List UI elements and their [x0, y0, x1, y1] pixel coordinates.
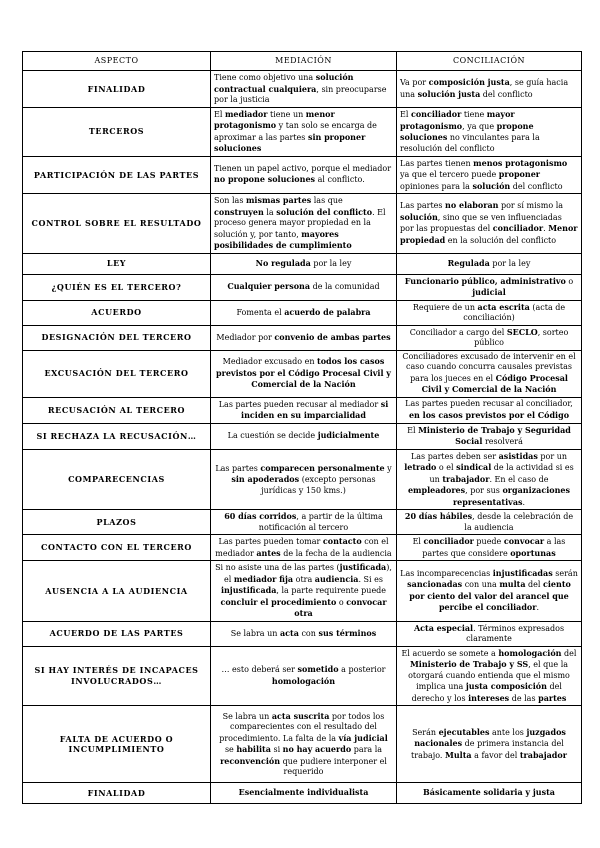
bold-text: Ministerio de Trabajo y Seguridad Social	[418, 424, 571, 446]
mediacion-cell	[211, 621, 397, 646]
cell-text: . En el caso de	[489, 474, 549, 484]
cell-text: Va por	[400, 78, 429, 88]
mediacion-cell	[211, 325, 397, 350]
cell-text: . Términos expresados claramente	[466, 623, 565, 643]
cell-text: Mediador por	[216, 332, 275, 342]
table-row	[23, 646, 582, 706]
mediacion-cell	[211, 535, 397, 561]
bold-text: No regulada	[255, 257, 311, 268]
bold-text: letrado	[404, 462, 437, 472]
cell-text: del conflicto	[510, 181, 563, 191]
conciliacion-cell	[397, 621, 582, 646]
bold-text: intereses	[468, 692, 510, 703]
aspect-cell: CONTACTO CON EL TERCERO	[23, 535, 211, 561]
cell-text: se	[224, 745, 237, 754]
cell-text: , sin preocuparse por la justicia	[214, 84, 387, 104]
bold-text: judicial	[472, 287, 506, 297]
cell-text: Si no asiste una de las partes (	[215, 563, 340, 572]
cell-text: Las incomparecencias	[400, 568, 493, 578]
cell-text: al conflicto.	[315, 175, 365, 185]
cell-text: por un	[537, 451, 568, 461]
table-row	[23, 107, 582, 156]
cell-text: Las partes pueden tomar	[218, 537, 323, 546]
cell-text: tiene un	[267, 109, 306, 119]
bold-text: ciento por ciento del valor del arancel que percibe el conciliador	[409, 579, 571, 613]
aspect-cell: PLAZOS	[23, 510, 211, 535]
bold-text: asistidas	[498, 450, 538, 461]
bold-text: Funcionario público, administrativo	[404, 275, 566, 286]
cell-text: Las partes	[400, 201, 446, 211]
cell-text: no vinculantes para la resolución del conflicto	[400, 133, 540, 153]
bold-text: acta escrita	[477, 301, 530, 312]
comparison-table	[22, 51, 582, 804]
bold-text: solución	[472, 180, 511, 191]
aspect-cell: EXCUSACIÓN DEL TERCERO	[23, 350, 211, 397]
bold-text: contacto	[322, 536, 362, 546]
mediacion-cell	[211, 274, 397, 300]
cell-text: , desde la celebración de la audiencia	[464, 512, 574, 532]
cell-text: con	[298, 628, 319, 638]
bold-text: Cualquier persona	[227, 281, 311, 292]
cell-text: puede	[473, 537, 504, 546]
cell-text: ya que el tercero puede	[400, 170, 499, 179]
mediacion-cell	[211, 646, 397, 706]
aspect-cell: TERCEROS	[23, 107, 211, 156]
cell-text: La cuestión se decide	[227, 431, 318, 441]
cell-text: , a partir de la última notificación al tercero	[258, 512, 383, 532]
mediacion-cell	[211, 71, 397, 108]
bold-text: acta	[279, 627, 299, 638]
bold-text: mismas partes	[245, 195, 312, 205]
cell-text: ante los	[489, 727, 527, 737]
cell-text: a las partes que considere	[422, 537, 566, 558]
table-row	[23, 535, 582, 561]
table-row	[23, 561, 582, 622]
mediacion-cell	[211, 783, 397, 804]
bold-text: audiencia	[314, 573, 359, 584]
table-row	[23, 783, 582, 804]
mediacion-cell	[211, 397, 397, 423]
bold-text: injustificada	[220, 585, 277, 595]
cell-text: otra	[293, 574, 315, 584]
aspect-cell: DESIGNACIÓN DEL TERCERO	[23, 325, 211, 350]
conciliacion-cell	[397, 535, 582, 561]
bold-text: convenio de ambas partes	[274, 331, 391, 342]
cell-text: Conciliadores excusado de intervenir en el caso cuando concurra causales previstas para los jueces en el	[402, 351, 576, 383]
bold-text: justificada	[339, 562, 387, 572]
cell-text: Las partes tienen	[400, 158, 474, 168]
cell-text: por sí mismo la	[498, 201, 564, 211]
cell-text: Serán	[412, 727, 439, 737]
header-aspecto: ASPECTO	[23, 52, 211, 71]
aspect-cell: PARTICIPACIÓN DE LAS PARTES	[23, 156, 211, 194]
cell-text: a favor del	[471, 750, 520, 760]
bold-text: mayor protagonismo	[400, 109, 515, 131]
cell-text: Tienen un papel activo, porque el mediador	[214, 163, 392, 173]
mediacion-cell	[211, 449, 397, 510]
aspect-cell: LEY	[23, 253, 211, 274]
cell-text: o	[565, 276, 574, 286]
bold-text: Básicamente solidaria y justa	[423, 787, 555, 798]
bold-text: conciliador	[492, 223, 544, 234]
bold-text: mediador	[224, 108, 268, 119]
cell-text: , ya que	[462, 121, 497, 131]
bold-text: habilita	[236, 744, 271, 754]
cell-text: . Si es	[358, 574, 383, 584]
table-body	[23, 71, 582, 804]
bold-text: multa	[499, 579, 526, 590]
bold-text: conciliador	[410, 109, 462, 119]
cell-text: resolverá	[482, 437, 523, 446]
cell-text: o el	[436, 463, 457, 472]
bold-text: sancionadas	[407, 579, 463, 590]
mediacion-cell	[211, 300, 397, 325]
header-conciliacion: CONCILIACIÓN	[397, 52, 582, 71]
conciliacion-cell	[397, 397, 582, 423]
cell-text: del	[561, 648, 577, 658]
aspect-cell: FALTA DE ACUERDO O INCUMPLIMIENTO	[23, 706, 211, 783]
bold-text: 60 días corridos	[224, 511, 297, 521]
aspect-cell: ACUERDO	[23, 300, 211, 325]
bold-text: injustificadas	[492, 567, 553, 578]
bold-text: solución del conflicto	[276, 206, 373, 217]
cell-text: Se labra un	[222, 711, 272, 721]
conciliacion-cell	[397, 107, 582, 156]
bold-text: menor protagonismo	[214, 108, 335, 130]
bold-text: menos protagonismo	[473, 157, 568, 168]
cell-text: las que	[311, 196, 343, 205]
bold-text: organizaciones representativas	[452, 485, 571, 507]
conciliacion-cell	[397, 783, 582, 804]
bold-text: vía judicial	[338, 732, 388, 743]
cell-text: de la fecha de la audiencia	[280, 548, 392, 558]
cell-text: de la actividad si es un	[429, 463, 574, 484]
cell-text: Mediador excusado en	[222, 357, 318, 367]
table-row	[23, 325, 582, 350]
table-row	[23, 423, 582, 449]
cell-text: Las partes deben ser	[410, 451, 499, 461]
aspect-cell: ¿QUIÉN ES EL TERCERO?	[23, 274, 211, 300]
bold-text: Multa	[445, 749, 472, 760]
cell-text: (excepto personas jurídicas y 150 kms.)	[261, 475, 376, 495]
bold-text: no propone soluciones	[214, 174, 316, 185]
cell-text: … esto deberá ser	[221, 665, 298, 675]
aspect-cell: CONTROL SOBRE EL RESULTADO	[23, 194, 211, 254]
header-mediacion: MEDIACIÓN	[211, 52, 397, 71]
cell-text: Las partes	[215, 463, 261, 473]
cell-text: Se labra un	[230, 628, 280, 638]
conciliacion-cell	[397, 274, 582, 300]
conciliacion-cell	[397, 300, 582, 325]
bold-text: convocar	[503, 536, 545, 546]
table-row	[23, 300, 582, 325]
bold-text: mayores posibilidades de cumplimiento	[214, 228, 352, 250]
bold-text: Esencialmente individualista	[238, 787, 369, 798]
bold-text: antes	[256, 547, 281, 558]
cell-text: o	[336, 597, 347, 607]
bold-text: en los casos previstos por el Código	[408, 409, 570, 420]
conciliacion-cell	[397, 253, 582, 274]
aspect-cell: AUSENCIA A LA AUDIENCIA	[23, 561, 211, 622]
conciliacion-cell	[397, 325, 582, 350]
table-row	[23, 621, 582, 646]
cell-text: opiniones para la	[400, 181, 473, 191]
aspect-cell: SI HAY INTERÉS DE INCAPACES INVOLUCRADOS…	[23, 646, 211, 706]
cell-text: , sino que se ven influenciadas por las propuestas del	[400, 212, 562, 234]
cell-text: .	[522, 497, 526, 507]
aspect-cell: RECUSACIÓN AL TERCERO	[23, 397, 211, 423]
cell-text: serán	[552, 568, 578, 578]
bold-text: ejecutables	[438, 726, 490, 737]
cell-text: a posterior	[338, 665, 386, 675]
table-row	[23, 71, 582, 108]
cell-text: , la parte requirente puede	[276, 586, 387, 595]
bold-text: comparecen personalmente	[260, 462, 385, 473]
conciliacion-cell	[397, 510, 582, 535]
bold-text: propone soluciones	[400, 120, 534, 142]
conciliacion-cell	[397, 706, 582, 783]
cell-text: Fomenta el	[236, 307, 285, 317]
table-row	[23, 274, 582, 300]
bold-text: sometido	[297, 664, 339, 675]
bold-text: sus términos	[318, 627, 377, 638]
mediacion-cell	[211, 350, 397, 397]
table-row	[23, 253, 582, 274]
cell-text: de primera instancia del trabajo.	[411, 739, 564, 760]
header-row	[23, 52, 582, 71]
cell-text: del	[525, 580, 544, 590]
cell-text: por la ley	[310, 258, 352, 268]
aspect-cell: SI RECHAZA LA RECUSACIÓN…	[23, 423, 211, 449]
cell-text: con una	[462, 580, 500, 590]
cell-text: .	[536, 603, 540, 613]
cell-text: ), el	[224, 563, 392, 584]
cell-text: del derecho y los	[411, 682, 562, 703]
aspect-cell: ACUERDO DE LAS PARTES	[23, 621, 211, 646]
cell-text: para la	[351, 745, 383, 754]
cell-text: por la ley	[489, 258, 531, 268]
cell-text: El	[407, 425, 419, 435]
mediacion-cell	[211, 510, 397, 535]
bold-text: justa composición	[465, 681, 547, 691]
cell-text: Conciliador a cargo del	[409, 327, 507, 337]
bold-text: composición justa	[428, 77, 510, 88]
bold-text: partes	[538, 692, 567, 703]
bold-text: sin proponer soluciones	[214, 131, 366, 153]
bold-text: construyen	[214, 206, 264, 217]
bold-text: acta suscrita	[271, 710, 330, 721]
cell-text: Las partes pueden recusar al mediador	[218, 399, 381, 409]
conciliacion-cell	[397, 194, 582, 254]
cell-text: .	[543, 224, 549, 234]
mediacion-cell	[211, 194, 397, 254]
aspect-cell: COMPARECENCIAS	[23, 449, 211, 510]
bold-text: SECLO	[506, 326, 538, 337]
aspect-cell: FINALIDAD	[23, 783, 211, 804]
cell-text: , se guía hacia una	[400, 78, 569, 99]
table-row	[23, 706, 582, 783]
mediacion-cell	[211, 253, 397, 274]
cell-text: con el mediador	[215, 537, 389, 558]
bold-text: conciliador	[423, 536, 474, 546]
mediacion-cell	[211, 706, 397, 783]
table-row	[23, 194, 582, 254]
conciliacion-cell	[397, 449, 582, 510]
table-row	[23, 156, 582, 194]
mediacion-cell	[211, 107, 397, 156]
bold-text: solución contractual cualquiera	[214, 72, 354, 94]
bold-text: todos los casos previstos por el Código Procesal Civil y Comercial de la Nación	[216, 356, 391, 390]
cell-text: y tan solo se encarga de aproximar a las partes	[214, 121, 377, 142]
bold-text: homologación	[498, 647, 562, 658]
cell-text: El acuerdo se somete a	[401, 648, 499, 658]
cell-text: , el que la otorgará cuando entienda que el mismo implica una	[408, 660, 570, 691]
bold-text: homologación	[271, 675, 336, 686]
bold-text: trabajador	[442, 473, 490, 484]
conciliacion-cell	[397, 71, 582, 108]
bold-text: solución	[400, 211, 438, 222]
bold-text: judicialmente	[317, 430, 380, 441]
cell-text: . El proceso genera mayor propiedad en la solución y, por tanto,	[214, 207, 386, 239]
bold-text: 20 días hábiles	[404, 511, 473, 521]
bold-text: oportunas	[510, 547, 556, 558]
table-row	[23, 510, 582, 535]
cell-text: de las	[509, 693, 539, 703]
conciliacion-cell	[397, 423, 582, 449]
cell-text: Requiere de un	[412, 302, 478, 312]
bold-text: reconvención	[220, 755, 281, 766]
cell-text: (acta de conciliación)	[463, 302, 566, 322]
bold-text: concluir el procedimiento	[220, 596, 337, 607]
bold-text: solución justa	[417, 88, 481, 99]
cell-text: por todos los comparecientes con el resultado del procedimiento. La falta de la	[219, 711, 385, 743]
bold-text: no elaboran	[445, 200, 499, 211]
conciliacion-cell	[397, 646, 582, 706]
cell-text: Las partes pueden recusar al conciliador,	[405, 399, 573, 408]
bold-text: Regulada	[447, 257, 490, 268]
cell-text: El	[214, 109, 225, 119]
bold-text: Código Procesal Civil y Comercial de la Nación	[421, 372, 568, 394]
cell-text: tiene	[461, 110, 487, 119]
cell-text: de la comunidad	[310, 282, 380, 292]
conciliacion-cell	[397, 156, 582, 194]
bold-text: sindical	[456, 462, 492, 472]
table-row	[23, 350, 582, 397]
bold-text: Ministerio de Trabajo y SS	[409, 659, 529, 669]
cell-text: y	[384, 463, 392, 473]
cell-text: si	[270, 745, 283, 754]
bold-text: sin apoderados	[231, 474, 300, 484]
cell-text: Son las	[214, 196, 246, 205]
bold-text: convocar otra	[294, 596, 387, 618]
cell-text: del conflicto	[480, 89, 533, 99]
bold-text: empleadores	[407, 485, 466, 495]
table-row	[23, 397, 582, 423]
cell-text: El	[400, 110, 411, 119]
cell-text: la	[263, 207, 277, 217]
table-row	[23, 449, 582, 510]
mediacion-cell	[211, 156, 397, 194]
bold-text: Menor propiedad	[400, 223, 578, 245]
conciliacion-cell	[397, 350, 582, 397]
cell-text: en la solución del conflicto	[445, 235, 557, 245]
cell-text: Tiene como objetivo una	[214, 73, 316, 82]
cell-text: , por sus	[465, 486, 503, 495]
mediacion-cell	[211, 423, 397, 449]
bold-text: Acta especial	[413, 622, 474, 633]
bold-text: acuerdo de palabra	[284, 306, 371, 317]
mediacion-cell	[211, 561, 397, 622]
conciliacion-cell	[397, 561, 582, 622]
bold-text: juzgados nacionales	[414, 726, 566, 749]
bold-text: proponer	[498, 169, 540, 179]
cell-text: que pudiere interponer el requerido	[280, 756, 387, 776]
bold-text: trabajador	[519, 749, 567, 760]
bold-text: si inciden en su imparcialidad	[241, 398, 389, 420]
bold-text: no hay acuerdo	[282, 744, 352, 754]
cell-text: El	[412, 537, 424, 546]
bold-text: mediador fija	[233, 573, 294, 584]
cell-text: , sorteo público	[474, 327, 569, 347]
aspect-cell: FINALIDAD	[23, 71, 211, 108]
